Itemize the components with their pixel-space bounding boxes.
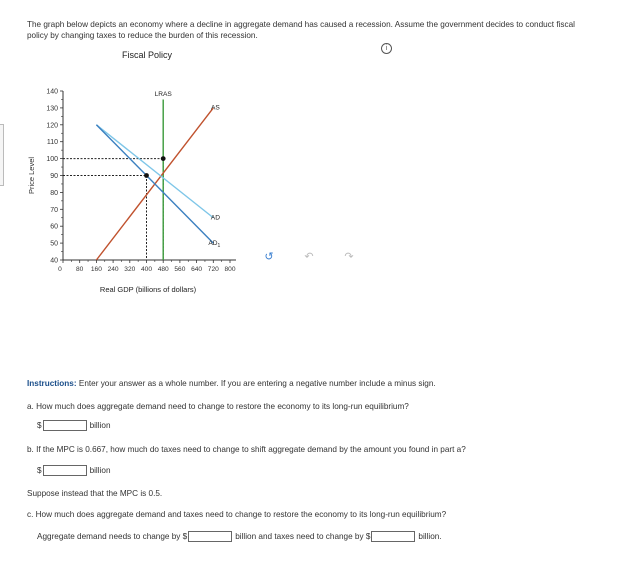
y-tick-label: 110 (46, 139, 58, 147)
y-axis-label: Price Level (27, 156, 36, 195)
x-tick-label: 160 (90, 266, 102, 273)
undo-icon[interactable]: ↶ (304, 251, 314, 263)
unit-label: billion (89, 421, 111, 430)
x-tick-label: 480 (157, 266, 169, 273)
answer-row-c (37, 531, 442, 542)
x-tick-label: 560 (174, 266, 186, 273)
answer-row-a (37, 420, 111, 431)
currency-symbol: $ (37, 421, 42, 430)
x-tick-label: 240 (107, 266, 119, 273)
answer-b-input[interactable] (43, 465, 87, 476)
instructions-label: Instructions: (27, 379, 77, 388)
unit-label: billion. (418, 532, 442, 541)
x-tick-label: 640 (191, 266, 203, 273)
series-ad1-line (96, 125, 213, 243)
answer-row-b (37, 465, 111, 476)
curve-label-subscript: 1 (217, 242, 221, 249)
x-tick-label: 800 (224, 266, 236, 273)
qc-part1: Aggregate demand needs to change by $ (37, 532, 188, 541)
y-tick-label: 130 (46, 105, 58, 113)
chart-title: Fiscal Policy (121, 50, 172, 60)
curve-label: $AD_1$ (208, 239, 221, 249)
x-tick-label: 320 (124, 266, 136, 273)
instructions (27, 379, 436, 388)
y-tick-label: 80 (50, 189, 58, 197)
reset-icon[interactable]: ↺ (264, 251, 274, 263)
y-tick-label: 50 (50, 240, 58, 248)
x-tick-label: 80 (76, 266, 84, 273)
answer-a-input[interactable] (43, 420, 87, 431)
x-tick-label: 400 (140, 266, 153, 273)
y-tick-label: 60 (50, 223, 58, 231)
y-tick-label: 70 (50, 206, 58, 214)
x-tick-label: 0 (58, 266, 62, 273)
answer-c-tax-input[interactable] (371, 531, 415, 542)
equilibrium-point (161, 156, 166, 161)
curve-label: AD (210, 214, 220, 222)
series-ad-line (96, 125, 213, 218)
info-icon[interactable]: i (381, 43, 392, 54)
y-tick-label: 100 (46, 156, 58, 164)
x-axis-label: Real GDP (billions of dollars) (99, 285, 197, 294)
redo-icon[interactable]: ↷ (344, 251, 354, 263)
question-c: c. How much does aggregate demand and taxes need to change to restore the economy to its long-run equilibrium? (27, 510, 447, 519)
y-tick-label: 40 (50, 257, 58, 265)
currency-symbol: $ (37, 466, 42, 475)
y-tick-label: 120 (46, 122, 58, 130)
question-intro: The graph below depicts an economy where a decline in aggregate demand has caused a recession. Assume the government decides to conduct fiscal policy by changing taxes to reduce the burden of this recession. (27, 20, 575, 40)
curve-label: AS (210, 104, 220, 112)
curve-label: LRAS (154, 91, 172, 99)
x-tick-label: 720 (207, 266, 219, 273)
y-tick-label: 140 (46, 88, 58, 96)
unit-label: billion (89, 466, 111, 475)
fiscal-policy-chart[interactable] (0, 80, 300, 300)
qc-part2: billion and taxes need to change by $ (235, 532, 371, 541)
y-tick-label: 90 (50, 173, 58, 180)
instructions-text: Enter your answer as a whole number. If you are entering a negative number include a minus sign. (76, 379, 436, 388)
equilibrium-point (144, 173, 149, 178)
question-a: a. How much does aggregate demand need to change to restore the economy to its long-run equilibrium? (27, 402, 409, 411)
suppose-text: Suppose instead that the MPC is 0.5. (27, 489, 163, 498)
question-b: b. If the MPC is 0.667, how much do taxes need to change to shift aggregate demand by the amount you found in part a? (27, 445, 466, 454)
answer-c-ad-input[interactable] (188, 531, 232, 542)
